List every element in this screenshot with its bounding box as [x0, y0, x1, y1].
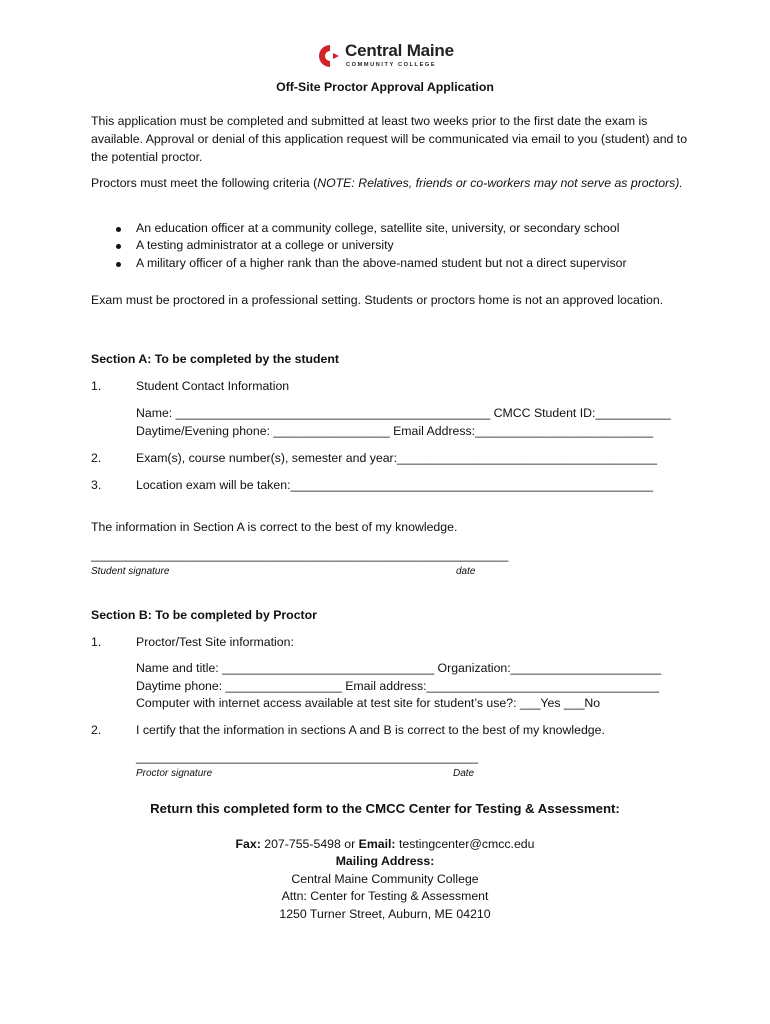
proctor-signature-label: Proctor signature — [136, 768, 213, 779]
mailing-address-label: Mailing Address: — [335, 854, 435, 868]
address-line: Attn: Center for Testing & Assessment — [281, 889, 489, 903]
bullet-icon — [116, 262, 121, 267]
bullet-icon — [116, 244, 121, 249]
bullet-icon — [116, 227, 121, 232]
internet-access-field[interactable]: Computer with internet access available at test site for student’s use?: ___Yes ___No — [136, 696, 601, 710]
section-a-heading: Section A: To be completed by the student — [91, 352, 340, 366]
intro-paragraph: This application must be completed and submitted at least two weeks prior to the first date the exam is available. Approval or denial of this application request will be communicated via email to you (student) and to the potential proctor. — [91, 114, 688, 164]
exam-location-field[interactable]: Location exam will be taken:_____________________________________________________ — [136, 478, 653, 492]
criteria-intro-text: Proctors must meet the following criteria ( — [91, 176, 318, 190]
exam-course-field[interactable]: Exam(s), course number(s), semester and year:______________________________________ — [136, 451, 657, 465]
section-b-item1-number: 1. — [91, 635, 102, 649]
section-a-certify: The information in Section A is correct to the best of my knowledge. — [91, 520, 458, 534]
proctor-phone-email-field[interactable]: Daytime phone: _________________ Email address:__________________________________ — [136, 679, 660, 693]
email-address[interactable]: testingcenter@cmcc.edu — [398, 837, 535, 851]
criteria-item: A military officer of a higher rank than the above-named student but not a direct supervisor — [136, 256, 627, 270]
section-a-item1-label: Student Contact Information — [136, 379, 290, 393]
or-text: or — [344, 837, 356, 851]
proctor-date-label: Date — [453, 768, 475, 779]
proctor-signature-field[interactable]: __________________________________________________ — [136, 750, 478, 764]
proctor-certify: I certify that the information in sections A and B is correct to the best of my knowledge. — [136, 723, 605, 737]
proctor-name-org-field[interactable]: Name and title: _______________________________ Organization:______________________ — [136, 661, 662, 675]
criteria-intro — [91, 174, 691, 192]
student-signature-field[interactable]: _____________________________________________________________ — [91, 548, 509, 562]
student-phone-email-field[interactable]: Daytime/Evening phone: _________________ Email Address:__________________________ — [136, 424, 653, 438]
address-line: Central Maine Community College — [291, 872, 479, 886]
fax-number: 207-755-5498 — [264, 837, 341, 851]
contact-line — [0, 837, 770, 852]
criteria-item: A testing administrator at a college or university — [136, 238, 394, 252]
student-name-field[interactable]: Name: ______________________________________________ CMCC Student ID:___________ — [136, 406, 671, 420]
section-b-item2-number: 2. — [91, 723, 102, 737]
address-line: 1250 Turner Street, Auburn, ME 04210 — [279, 907, 491, 921]
page-title: Off-Site Proctor Approval Application — [276, 80, 494, 94]
logo-name: Central Maine — [345, 41, 454, 60]
section-b-heading: Section B: To be completed by Proctor — [91, 608, 317, 622]
student-signature-label: Student signature — [91, 566, 170, 577]
student-date-label: date — [456, 566, 476, 577]
section-a-item3-number: 3. — [91, 478, 102, 492]
section-a-item2-number: 2. — [91, 451, 102, 465]
return-heading: Return this completed form to the CMCC Center for Testing & Assessment: — [150, 801, 620, 816]
logo-subtitle: COMMUNITY COLLEGE — [346, 62, 437, 68]
email-label: Email: — [358, 837, 396, 851]
cmcc-logo-icon — [318, 44, 342, 68]
criteria-intro-note: NOTE: Relatives, friends or co-workers may not serve as proctors). — [317, 176, 683, 190]
section-b-item1-label: Proctor/Test Site information: — [136, 635, 294, 649]
fax-label: Fax: — [235, 837, 261, 851]
section-a-item1-number: 1. — [91, 379, 102, 393]
criteria-item: An education officer at a community college, satellite site, university, or secondary school — [136, 221, 620, 235]
setting-note: Exam must be proctored in a professional setting. Students or proctors home is not an approved location. — [91, 293, 664, 307]
college-logo — [318, 41, 458, 74]
